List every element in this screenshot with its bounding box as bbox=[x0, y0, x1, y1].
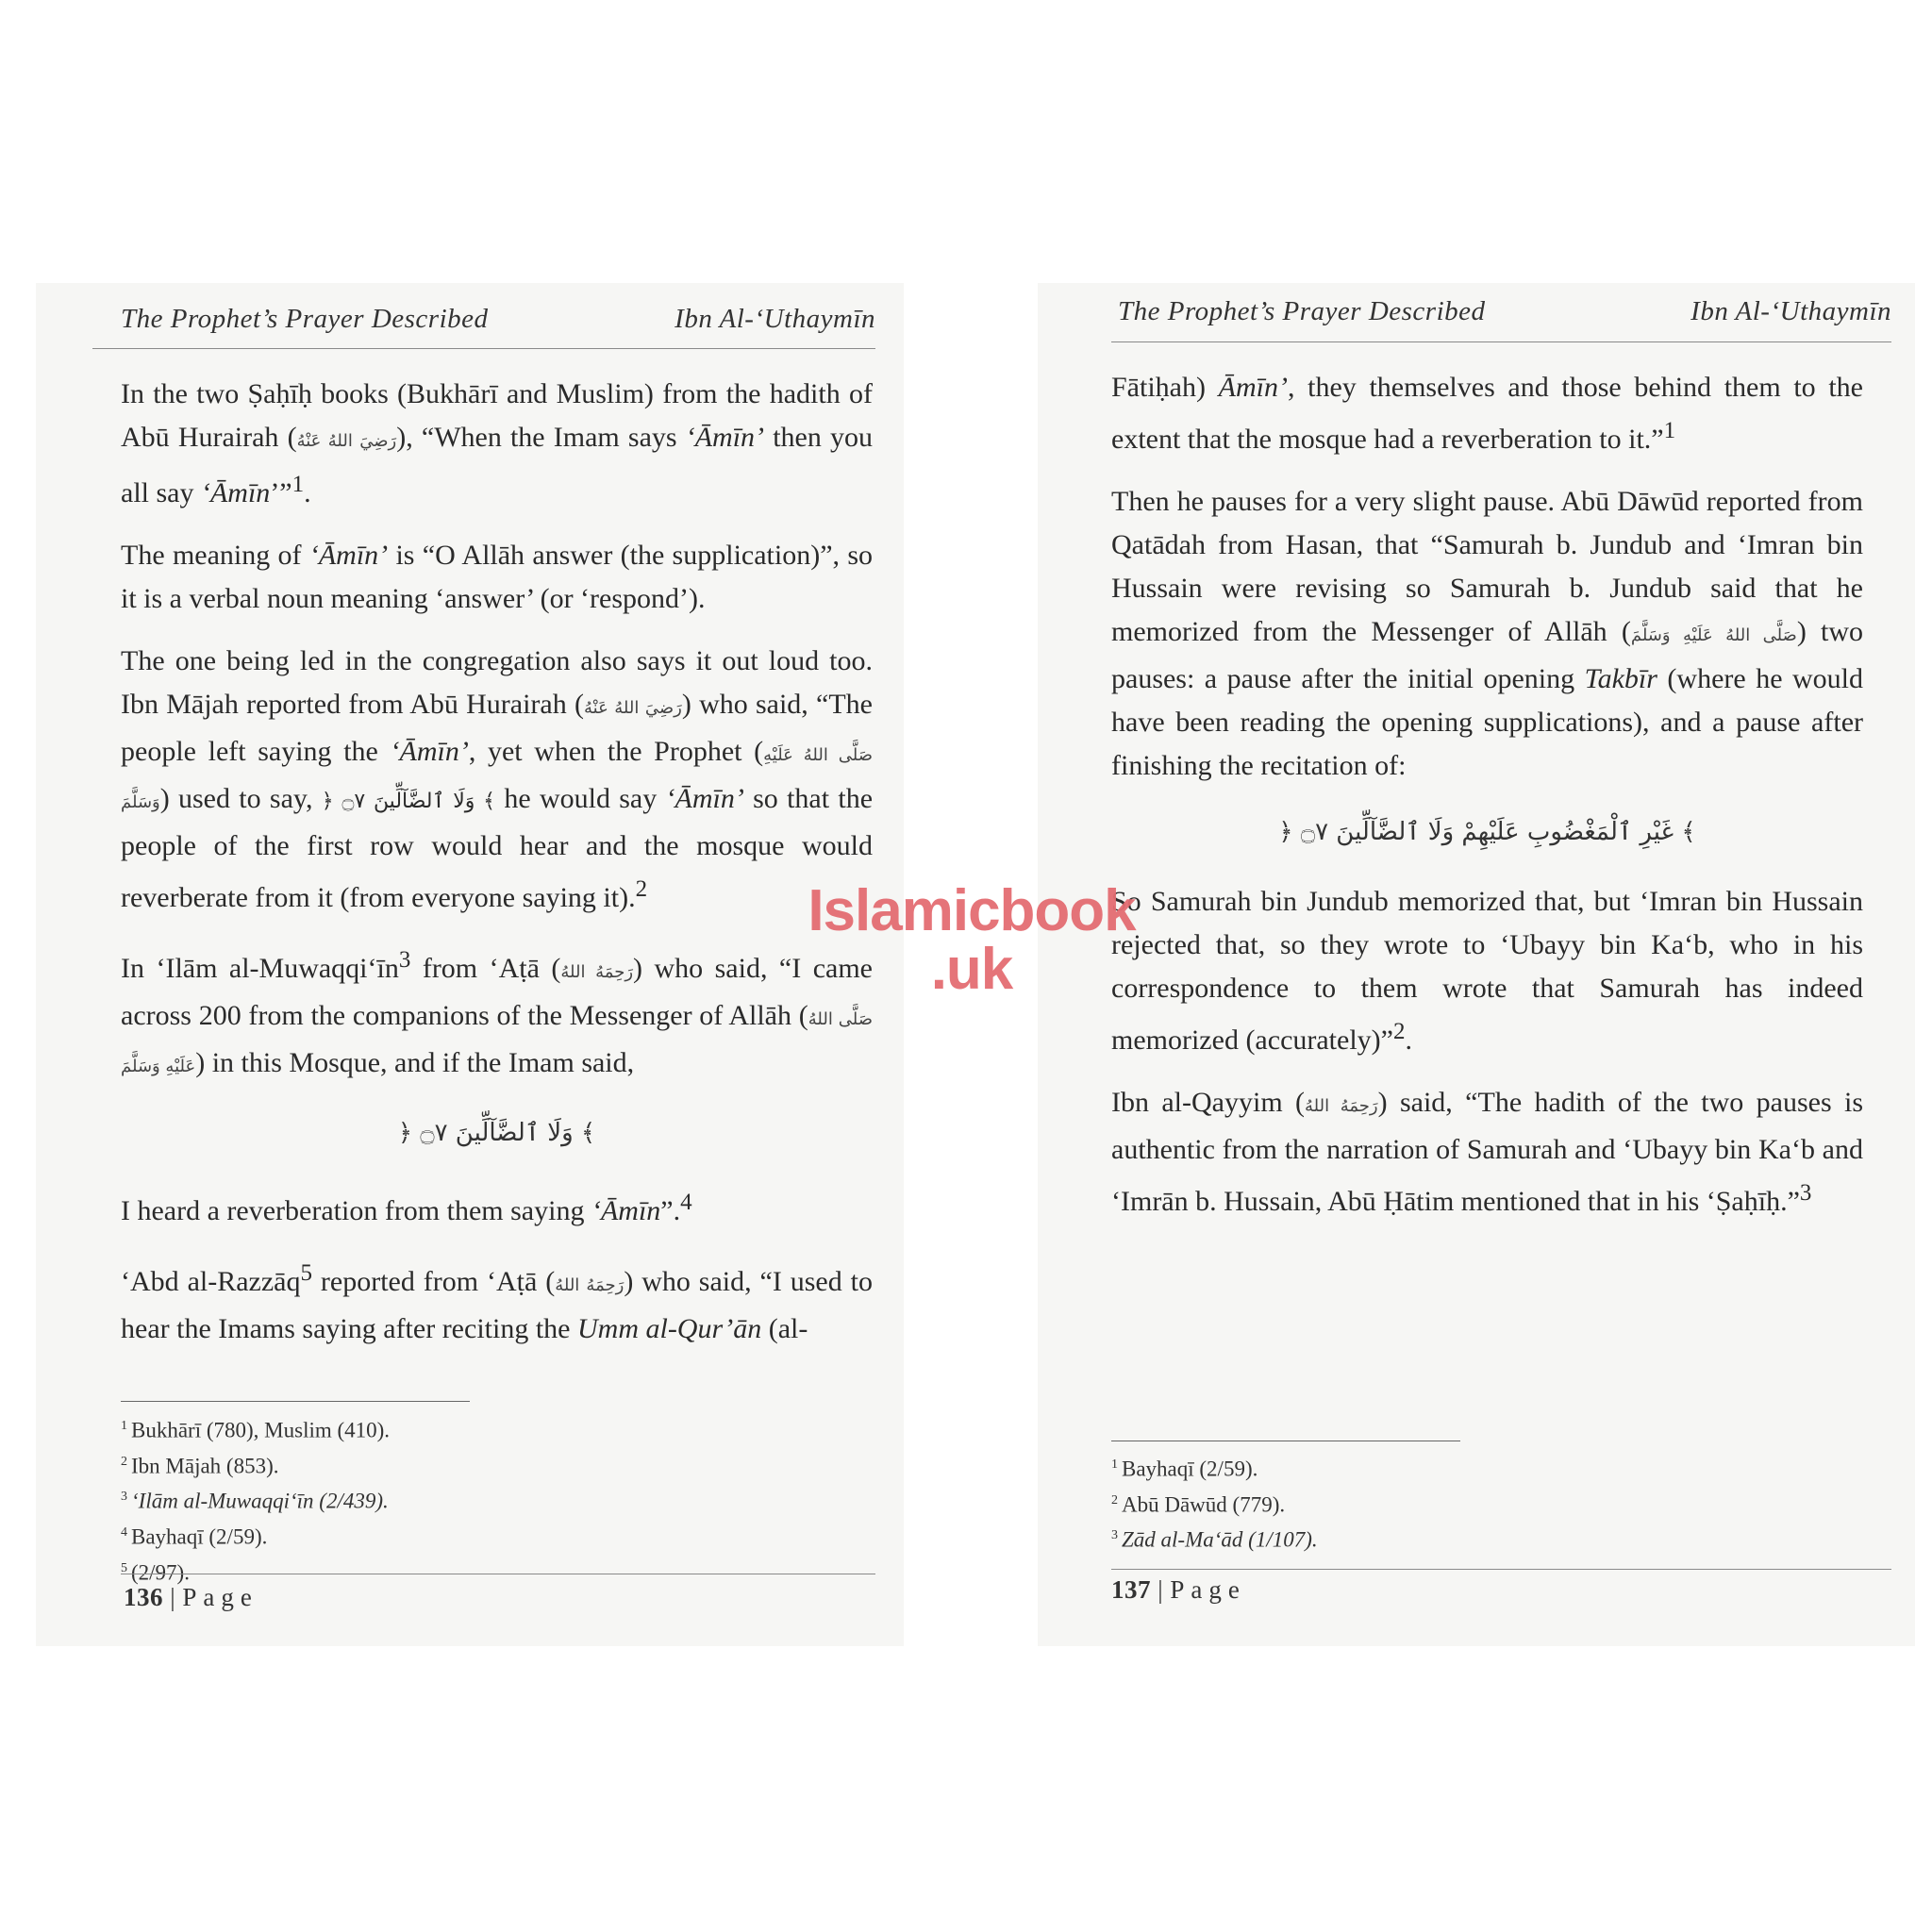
footnote-rule bbox=[121, 1401, 470, 1402]
footnote: $^2$ Ibn Mājah (853). bbox=[121, 1454, 279, 1478]
footnote: $^3$ ‘Ilām al-Muwaqqi‘īn (2/439). bbox=[121, 1489, 389, 1513]
book-title: The Prophet’s Prayer Described bbox=[1118, 296, 1486, 326]
term-takbir: Takbīr bbox=[1584, 663, 1657, 694]
page-number: 137 | Page bbox=[1111, 1575, 1246, 1604]
footnote-ref[interactable]: 2 bbox=[635, 876, 648, 902]
body-text bbox=[1111, 366, 1863, 1242]
honorific: رَحِمَهُ اللهُ bbox=[1305, 1096, 1378, 1116]
left-page bbox=[36, 283, 904, 1646]
honorific: رَضِيَ اللهُ عَنْهُ bbox=[583, 698, 682, 718]
right-page bbox=[1038, 283, 1915, 1646]
footnote: $^1$ Bayhaqī (2/59). bbox=[1111, 1457, 1258, 1481]
paragraph: So Samurah bin Jundub memorized that, but ‘Imran bin Hussain rejected that, so they wrote to ‘Ubayy bin Ka‘b, who in his correspondence to them wrote that Samurah has indeed memorized (accurately)”$^2$. bbox=[1111, 886, 1863, 1056]
footnote: $^2$ Abū Dāwūd (779). bbox=[1111, 1492, 1286, 1517]
footnote-ref[interactable]: 1 bbox=[291, 472, 305, 497]
body-text bbox=[121, 373, 873, 1370]
paragraph: In the two Ṣaḥīḥ books (Bukhārī and Muslim) from the hadith of Abū Hurairah (رَضِيَ اللهُ عَنْهُ), “When the Imam says ‘Āmīn’ then you all say ‘Āmīn’”$^1$. bbox=[121, 378, 874, 508]
footnote: $^5$ (2/97). bbox=[121, 1560, 190, 1585]
footer-rule bbox=[1111, 1569, 1891, 1570]
paragraph: The one being led in the congregation also says it out loud too. Ibn Mājah reported from Abū Hurairah (رَضِيَ اللهُ عَنْهُ) who said, “The people left saying the ‘Āmīn’, yet when the Prophet (صَلَّى اللهُ عَلَيْهِ وَسَلَّمَ) used to say, ﴿ وَلَا ٱلضَّآلِّينَ ۝٧ ﴾ he would say ‘Āmīn’ so that the people of the first row would hear and the mosque would reverberate from it (from everyone saying it).$^2$ bbox=[121, 645, 874, 913]
book-author: Ibn Al-‘Uthaymīn bbox=[1690, 296, 1891, 326]
running-header bbox=[1118, 287, 1891, 340]
footnote-ref[interactable]: 3 bbox=[398, 947, 411, 973]
footnote: $^1$ Bukhārī (780), Muslim (410). bbox=[121, 1418, 391, 1442]
footnote: $^4$ Bayhaqī (2/59). bbox=[121, 1524, 268, 1549]
honorific: رَضِيَ اللهُ عَنْهُ bbox=[296, 431, 397, 451]
quran-verse: ﴿ غَيْرِ ٱلْمَغْضُوبِ عَلَيْهِمْ وَلَا ٱلضَّآلِّينَ ۝٧ ﴾ bbox=[1278, 818, 1696, 846]
honorific: رَحِمَهُ اللهُ bbox=[560, 962, 634, 982]
footnote-ref[interactable]: 2 bbox=[1392, 1019, 1406, 1044]
footnote-ref[interactable]: 5 bbox=[300, 1260, 312, 1286]
honorific: رَحِمَهُ اللهُ bbox=[555, 1275, 625, 1295]
inline-verse: ﴿ وَلَا ٱلضَّآلِّينَ ۝٧ ﴾ bbox=[321, 790, 496, 813]
paragraph: I heard a reverberation from them saying ‘Āmīn”.$^4$ bbox=[121, 1190, 692, 1226]
book-name: Umm al-Qur’ān bbox=[576, 1313, 762, 1344]
term-amin: ‘Āmīn’ bbox=[665, 783, 744, 814]
paragraph: In ‘Ilām $al-Muwaqqi‘īn^3$ from ‘Aṭā (رَحِمَهُ اللهُ) who said, “I came across 200 from the companions of the Messenger of Allāh (صَلَّى اللهُ عَلَيْهِ وَسَلَّمَ) in this Mosque, and if the Imam said, bbox=[121, 947, 874, 1078]
footnote-ref[interactable]: 1 bbox=[1663, 418, 1676, 443]
quran-verse: ﴿ وَلَا ٱلضَّآلِّينَ ۝٧ ﴾ bbox=[397, 1119, 596, 1147]
footnote-ref[interactable]: 3 bbox=[1799, 1180, 1812, 1206]
book-author: Ibn Al-‘Uthaymīn bbox=[675, 304, 875, 334]
term-amin: ‘Āmīn bbox=[591, 1195, 661, 1226]
running-header bbox=[121, 294, 875, 347]
watermark-logo bbox=[802, 878, 1141, 1002]
watermark-line: .uk bbox=[930, 937, 1013, 1002]
term-amin: ‘Āmīn’ bbox=[308, 540, 389, 571]
term-amin: Āmīn’ bbox=[1218, 372, 1288, 403]
paragraph: Then he pauses for a very slight pause. Abū Dāwūd reported from Qatādah from Hasan, that “Samurah b. Jundub and ‘Imran bin Hussain were revising so Samurah b. Jundub said that he memorized from the Messenger of Allāh (صَلَّى اللهُ عَلَيْهِ وَسَلَّمَ) two pauses: a pause after the initial opening Takbīr (where he would have been reading the opening supplications), and a pause after finishing the recitation of: bbox=[1111, 486, 1863, 781]
paragraph: Fātiḥah) Āmīn’, they themselves and those behind them to the extent that the mosque had a reverberation to it.”$^1$ bbox=[1111, 372, 1863, 455]
honorific: صَلَّى اللهُ عَلَيْهِ وَسَلَّمَ bbox=[121, 745, 873, 812]
watermark-line: Islamicbook bbox=[808, 878, 1136, 943]
term-amin: ‘Āmīn bbox=[200, 477, 271, 508]
honorific: صَلَّى اللهُ عَلَيْهِ وَسَلَّمَ bbox=[1630, 625, 1797, 645]
term-amin: ‘Āmīn’ bbox=[685, 422, 765, 453]
header-rule bbox=[1111, 341, 1891, 342]
paragraph: ‘Abd al-Razzāq$^5$ reported from ‘Aṭā (رَحِمَهُ اللهُ) who said, “I used to hear the Imams saying after reciting the Umm al-Qur’ān (al- bbox=[121, 1260, 873, 1344]
header-rule bbox=[92, 348, 875, 349]
term-amin: ‘Āmīn’ bbox=[390, 736, 469, 767]
page-number: 136 | Page bbox=[124, 1583, 258, 1611]
paragraph: The meaning of ‘Āmīn’ is “O Allāh answer (the supplication)”, so it is a verbal noun meaning ‘answer’ (or ‘respond’). bbox=[121, 540, 873, 614]
paragraph: Ibn al-Qayyim (رَحِمَهُ اللهُ) said, “The hadith of the two pauses is authentic from the narration of Samurah and ‘Ubayy bin Ka‘b and ‘Imrān b. Hussain, Abū Ḥātim mentioned that in his ‘Ṣaḥīḥ.”$^3$ bbox=[1111, 1087, 1863, 1217]
footnote: $^3$ Zād al-Ma‘ād (1/107). bbox=[1111, 1527, 1318, 1552]
footnote-ref[interactable]: 4 bbox=[680, 1190, 692, 1215]
book-title: The Prophet’s Prayer Described bbox=[121, 304, 489, 334]
footnotes bbox=[121, 1410, 390, 1588]
footnotes bbox=[1111, 1449, 1318, 1556]
honorific: صَلَّى اللهُ عَلَيْهِ وَسَلَّمَ bbox=[121, 1009, 874, 1076]
